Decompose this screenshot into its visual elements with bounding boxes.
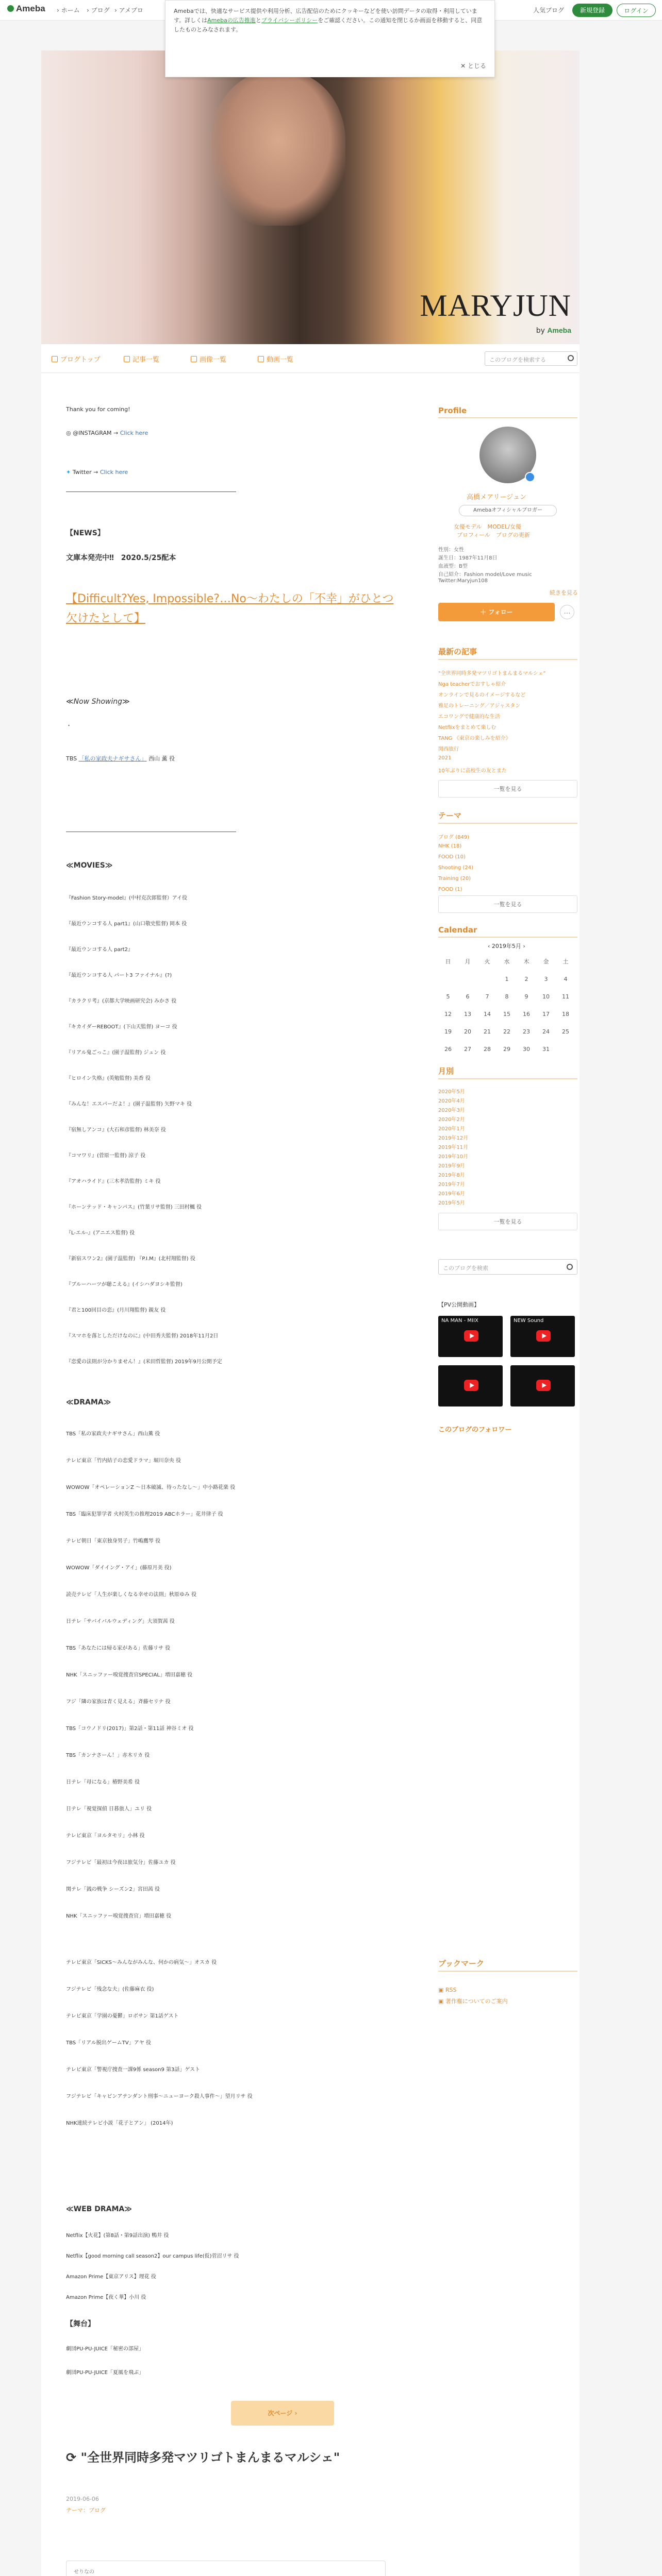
web-drama-heading: ≪WEB DRAMA≫ — [66, 2205, 132, 2213]
profile-info-line: 自己紹介：Fashion model/Love music — [438, 572, 532, 578]
blog-search-input[interactable]: このブログを検索する — [485, 351, 577, 366]
ameba-logo[interactable]: Ameba — [7, 4, 45, 14]
stage-item: 劇団PU-PU-JUICE「秘密の部屋」 — [66, 2346, 144, 2352]
nav-ameblo[interactable]: › アメブロ — [114, 7, 143, 14]
entry-theme[interactable]: テーマ：ブログ — [66, 2507, 106, 2514]
monthly-heading: 月別 — [438, 1065, 577, 1079]
now-showing-marker: ・ — [66, 722, 72, 729]
camera-icon: ◎ — [66, 430, 71, 436]
calendar-date[interactable]: 13 — [464, 1011, 471, 1018]
recent-entry-link[interactable]: 雅足のトレーニング／アジャスタン — [438, 703, 521, 709]
profile-more-link[interactable]: 続きを見る — [550, 589, 578, 596]
drama-heading: ≪DRAMA≫ — [66, 1398, 111, 1406]
image-icon — [191, 356, 197, 362]
monthly-link[interactable]: 2019年9月 — [438, 1163, 465, 1169]
monthly-link[interactable]: 2019年8月 — [438, 1173, 465, 1178]
official-badge: Amebaオフィシャルブロガー — [459, 505, 557, 516]
calendar-date[interactable]: 1 — [505, 976, 509, 982]
video-thumbnail-4[interactable] — [510, 1365, 575, 1406]
calendar-date[interactable]: 25 — [562, 1028, 569, 1035]
movie-item: 『Fashion Story-model』(中村克次郎監督）アイ役 — [66, 895, 187, 901]
movie-item: 『宿無しアンコ』(大石和彦監督) 林美奈 役 — [66, 1127, 166, 1133]
calendar-weekday: 月 — [465, 958, 471, 965]
web-drama-item: Amazon Prime【夜く華】小川 役 — [66, 2295, 146, 2300]
drama-item: フジ「隣の家族は青く見える」斉藤セリナ 役 — [66, 1699, 171, 1705]
calendar-date[interactable]: 16 — [523, 1011, 530, 1018]
calendar-date[interactable]: 31 — [542, 1046, 550, 1053]
calendar-date[interactable]: 18 — [562, 1011, 569, 1018]
video-icon — [258, 356, 264, 362]
movie-item: 『君と100回目の恋』(月川翔監督) 親友 役 — [66, 1308, 166, 1313]
next-icon[interactable]: › — [521, 943, 525, 950]
menu-images[interactable]: 画像一覧 — [191, 354, 226, 364]
movie-item: 『スマホを落としただけなのに』(中田秀夫監督) 2018年11月2日 — [66, 1333, 219, 1339]
blog-by-ameba: by Ameba — [536, 326, 571, 335]
profile-info-line: 血液型：B型 — [438, 564, 468, 569]
monthly-link[interactable]: 2019年11月 — [438, 1145, 469, 1150]
calendar-date[interactable]: 11 — [562, 993, 569, 1000]
monthly-link[interactable]: 2020年1月 — [438, 1126, 465, 1132]
recent-entry-link[interactable]: Netflixをまとめて楽しむ — [438, 725, 496, 731]
monthly-link[interactable]: 2019年10月 — [438, 1154, 469, 1160]
drama-item: TBS「臨床犯罪学者 火村英生の推理2019 ABCホラー」花井律子 役 — [66, 1512, 223, 1517]
movie-item: 『最近ウンコする人 part2』 — [66, 947, 134, 953]
movie-item: 『カラクリ考』(京都大学映画研究会) みかさ 役 — [66, 998, 177, 1004]
calendar-date[interactable]: 6 — [466, 993, 470, 1000]
calendar-weekday: 土 — [562, 958, 569, 965]
drama-item: テレビ東京「竹内結子の恋愛ドラマ」堀川奈央 役 — [66, 1458, 181, 1464]
drama-item: TBS「リアル脱出ゲームTV」アヤ 役 — [66, 2040, 151, 2046]
calendar-month: ‹ 2019年5月 › — [488, 943, 525, 950]
recent-entry-link[interactable]: オンラインで見るのイメージするなど — [438, 692, 526, 698]
stage-heading: 【舞台】 — [66, 2320, 95, 2328]
profile-links: 女優モデル MODEL/女優 — [454, 523, 521, 530]
calendar-date[interactable]: 4 — [564, 976, 568, 982]
movie-item: 『コマワリ』(菅原一監督) 涼子 役 — [66, 1153, 146, 1159]
nav-blog[interactable]: › ブログ — [87, 7, 110, 14]
more-icon[interactable]: … — [560, 605, 574, 619]
profile-info-line: 性別：女性 — [438, 547, 464, 553]
movie-item: 『L-エル-』(アニエス監督) 役 — [66, 1230, 135, 1236]
video-thumbnail-2[interactable]: NEW Sound — [510, 1316, 575, 1357]
monthly-link[interactable]: 2019年6月 — [438, 1191, 465, 1197]
search-icon[interactable] — [567, 1264, 573, 1270]
theme-heading: テーマ — [438, 810, 577, 824]
drama-item: フジテレビ「キャビンアテンダント刑事～ニューヨーク殺人事件～」望月リサ 役 — [66, 2094, 253, 2099]
theme-link[interactable]: ブログ (849) — [438, 835, 470, 840]
privacy-policy-link[interactable]: プライバシーポリシー — [261, 17, 318, 24]
embedded-card[interactable] — [66, 2561, 386, 2576]
verified-icon — [525, 472, 535, 482]
movie-item: 『ヒロイン失格』(英勉監督) 美香 役 — [66, 1076, 151, 1081]
now-showing-item: TBS 「私の家政夫ナギサさん」 西山 薫 役 — [66, 755, 175, 762]
movie-item: 『最近ウンコする人 パート3 ファイナル』(?) — [66, 973, 172, 978]
drama-item: TBS「あなたには帰る家がある」佐藤リサ 役 — [66, 1646, 171, 1651]
play-icon — [464, 1380, 478, 1391]
instagram-line: ◎ @INSTAGRAM → Click here — [66, 430, 148, 436]
drama-item: TBS「コウノドリ(2017)」第2話・第11話 神谷ミオ 役 — [66, 1726, 194, 1732]
recent-heading: 最新の記事 — [438, 646, 577, 660]
embed-user: せりなの — [74, 2569, 94, 2575]
calendar-date[interactable]: 2 — [524, 976, 528, 982]
drama-item: TBS「私の家政夫ナギサさん」西山薫 役 — [66, 1431, 160, 1437]
movie-item: 『最近ウンコする人 part1』(山口敬史監督) 岡本 役 — [66, 921, 187, 927]
calendar-weekday: 木 — [523, 958, 529, 965]
profile-heading: Profile — [438, 406, 577, 418]
follow-button[interactable]: ＋ フォロー — [438, 603, 555, 621]
drama-item: 日テレ「視覚探偵 日暮旅人」ユリ 役 — [66, 1806, 152, 1812]
theme-link[interactable]: FOOD (1) — [438, 887, 462, 892]
refresh-icon: ⟳ — [66, 2450, 81, 2465]
profile-links-2: プロフィール ブログの更新 — [457, 532, 530, 538]
calendar-date[interactable]: 9 — [524, 993, 528, 1000]
calendar-date[interactable]: 10 — [542, 993, 550, 1000]
twitter-link[interactable]: Click here — [100, 469, 128, 476]
drama-item: 日テレ「母になる」椿野美希 役 — [66, 1780, 140, 1785]
profile-name[interactable]: 高橋メアリージュン — [467, 494, 526, 501]
calendar-date[interactable]: 28 — [484, 1046, 491, 1053]
calendar-weekday: 金 — [543, 958, 549, 965]
movie-item: 『アオハライド』(三木孝浩監督) ミキ 役 — [66, 1179, 161, 1184]
calendar-date[interactable]: 22 — [503, 1028, 510, 1035]
menu-entries[interactable]: 記事一覧 — [124, 354, 159, 364]
blog-title[interactable]: MARYJUN — [420, 289, 571, 323]
drama-item: 読売テレビ「人生が楽しくなる幸せの法則」秋原ゆみ 役 — [66, 1592, 196, 1598]
drama-item: テレビ東京「SICKS～みんながみんな、何かの病気～」オスカ 役 — [66, 1960, 217, 1965]
now-showing-heading: ≪Now Showing≫ — [66, 698, 130, 706]
recent-entry-link[interactable]: エコワングで健康的な生活 — [438, 714, 500, 720]
calendar-date[interactable]: 20 — [464, 1028, 471, 1035]
calendar-date[interactable]: 21 — [484, 1028, 491, 1035]
calendar-date[interactable]: 8 — [505, 993, 509, 1000]
profile-info-line: 誕生日：1987年11月8日 — [438, 555, 498, 561]
calendar-date[interactable]: 27 — [464, 1046, 471, 1053]
calendar-weekday: 日 — [445, 958, 451, 965]
profile-info-line: Twitter:Maryjun108 — [438, 578, 488, 584]
calendar-date[interactable]: 5 — [446, 993, 450, 1000]
monthly-link[interactable]: 2019年7月 — [438, 1182, 465, 1188]
play-icon — [536, 1380, 551, 1391]
calendar-date[interactable]: 30 — [523, 1046, 530, 1053]
drama-item: テレビ東京「警視庁捜査一課9係 season9 第3話」ゲスト — [66, 2067, 201, 2073]
movie-item: 『みんな！エスパーだよ！』(園子温監督) 矢野マキ 役 — [66, 1101, 192, 1107]
drama-item: WOWOW「オペレーションZ ～日本破滅、待ったなし～」中小路花楽 役 — [66, 1485, 236, 1490]
movie-item: 『リアル鬼ごっこ』(園子温監督) ジュン 役 — [66, 1050, 166, 1056]
signup-button[interactable]: 新規登録 — [572, 4, 613, 17]
recent-more-button[interactable]: 一覧を見る — [438, 780, 577, 798]
drama-item: NHK「スニッファー嗅覚捜査官SPECIAL」増田嘉穂 役 — [66, 1672, 193, 1678]
drama-item: テレビ東京「ヨルタモリ」小林 役 — [66, 1833, 145, 1839]
drama-item: フジテレビ「最初は今夜は旅気分」佐藤ユカ 役 — [66, 1860, 176, 1866]
monthly-link[interactable]: 2019年5月 — [438, 1200, 465, 1206]
calendar-heading: Calendar — [438, 925, 577, 938]
theme-link[interactable]: Shooting (24) — [438, 865, 474, 871]
video-thumbnail-1[interactable]: NA MAN - MIIX — [438, 1316, 503, 1357]
movie-item: 『ブルーハーツが聴こえる』(イシハダヨシキ監督) — [66, 1282, 183, 1287]
news-heading: 【NEWS】 — [66, 529, 105, 537]
recent-entry-link[interactable]: TANG 《東京の楽しみを紹介》 — [438, 736, 511, 741]
calendar-date[interactable]: 24 — [542, 1028, 550, 1035]
calendar-date[interactable]: 3 — [544, 976, 548, 982]
cookie-close-button[interactable]: ✕ とじる — [460, 62, 486, 70]
video-heading: 【PV公開動画】 — [438, 1301, 480, 1308]
search-icon[interactable] — [568, 355, 574, 361]
blog-header-image — [41, 50, 580, 344]
drama-link[interactable]: 「私の家政夫ナギサさん」 — [78, 755, 147, 762]
theme-link[interactable]: FOOD (10) — [438, 854, 466, 860]
lower-area — [41, 1937, 580, 2576]
recent-entry-link[interactable]: Nga teacherでおすしゃ紹介 — [438, 682, 506, 687]
ad-policy-link[interactable]: Amebaの広告推進 — [207, 17, 256, 24]
calendar-date[interactable]: 12 — [444, 1011, 452, 1018]
book-title-link[interactable]: 【Difficult?Yes, Impossible?…No～わたしの「不幸」がひとつ欠けたとして】 — [66, 592, 394, 625]
rss-link[interactable]: ▣ RSS — [438, 1987, 457, 1993]
movie-item: 『キカイダーREBOOT』(下山天監督) ヨーコ 役 — [66, 1024, 177, 1030]
monthly-link[interactable]: 2019年12月 — [438, 1136, 469, 1141]
recent-entry-link[interactable]: "全世界同時多発マツリゴトまんまるマルシェ" — [438, 671, 546, 676]
movie-item: 『ホーンテッド・キャンパス』(竹葉リサ監督) 三田村楓 役 — [66, 1205, 202, 1210]
book-release: 文庫本発売中‼︎ 2020.5/25配本 — [66, 554, 176, 562]
monthly-link[interactable]: 2020年3月 — [438, 1108, 465, 1113]
prev-icon[interactable]: ‹ — [488, 943, 492, 950]
calendar-date[interactable]: 15 — [503, 1011, 510, 1018]
calendar-date[interactable]: 26 — [444, 1046, 452, 1053]
list-icon — [124, 356, 130, 362]
ameba-logo-icon — [7, 5, 14, 12]
entry-title[interactable]: ⟳ "全世界同時多発マツリゴトまんまるマルシェ" — [66, 2450, 340, 2465]
theme-link[interactable]: Training (20) — [438, 876, 471, 882]
drama-item: NHK連続テレビ小説「花子とアン」 (2014年) — [66, 2121, 173, 2126]
calendar-weekday: 火 — [484, 958, 490, 965]
movie-item: 『恋愛の法則が分かりません！』(米田哲監督) 2019年9月公開予定 — [66, 1359, 222, 1365]
drama-item: TBS「カンナさーん！」赤木リカ 役 — [66, 1753, 150, 1758]
calendar-date[interactable]: 29 — [503, 1046, 510, 1053]
drama-item: テレビ朝日「東京独身男子」竹嶋鷹琴 役 — [66, 1538, 160, 1544]
followers-heading[interactable]: このブログのフォロワー — [438, 1426, 512, 1434]
play-icon — [536, 1330, 551, 1342]
copyright-link[interactable]: ▣ 著作権についてのご案内 — [438, 1998, 508, 2005]
sidebar-search-input[interactable]: このブログを検索 — [438, 1259, 577, 1275]
calendar-date[interactable]: 14 — [484, 1011, 491, 1018]
entry-date: 2019-06-06 — [66, 2496, 99, 2502]
movie-item: 『新宿スワン2』(園子温監督) 『P.I.M』(北村翔監督) 役 — [66, 1256, 195, 1262]
drama-item: 関テレ「銭の戦争 シーズン2」宮田茜 役 — [66, 1887, 160, 1892]
calendar-date[interactable]: 19 — [444, 1028, 452, 1035]
recent-entry-link[interactable]: 関西旅行 — [438, 747, 459, 752]
next-page-button[interactable]: 次ページ › — [231, 2401, 334, 2426]
blog-menu — [41, 344, 580, 373]
drama-item: フジテレビ「残念な夫」(佐藤麻衣 役) — [66, 1987, 154, 1992]
monthly-link[interactable]: 2020年4月 — [438, 1098, 465, 1104]
calendar-date[interactable]: 7 — [485, 993, 489, 1000]
home-icon — [52, 356, 58, 362]
web-drama-item: Amazon Prime【東京アリス】理花 役 — [66, 2274, 156, 2280]
monthly-link[interactable]: 2020年2月 — [438, 1117, 465, 1123]
stage-item: 劇団PU-PU-JUICE「夏風を飛ぶ」 — [66, 2370, 144, 2376]
twitter-icon: ✦ — [66, 469, 71, 476]
header-photo — [211, 71, 345, 226]
recent-entry-link[interactable]: 2021 — [438, 755, 452, 761]
theme-link[interactable]: NHK (18) — [438, 843, 462, 849]
nav-home[interactable]: › ホーム — [57, 7, 80, 14]
calendar-date[interactable]: 17 — [542, 1011, 550, 1018]
calendar-weekday: 水 — [504, 958, 510, 965]
instagram-link[interactable]: Click here — [120, 430, 148, 436]
monthly-more-button[interactable]: 一覧を見る — [438, 1213, 577, 1230]
intro-text: Thank you for coming! — [66, 406, 130, 413]
play-icon — [464, 1330, 478, 1342]
menu-blog-top[interactable]: ブログトップ — [52, 354, 101, 364]
drama-item: WOWOW「ダイイング・アイ」(藤原月美 役) — [66, 1565, 172, 1571]
calendar-date[interactable]: 23 — [523, 1028, 530, 1035]
video-thumbnail-3[interactable] — [438, 1365, 503, 1406]
drama-item: テレビ東京「学園の憂鬱」ロボサン 第1話ゲスト — [66, 2013, 179, 2019]
cookie-notice: Amebaでは、快適なサービス提供や利用分析、広告配信のためにクッキーなどを使い訪問データの取得・利用しています。詳しくはAmebaの広告推進とプライバシーポリシーをご確認ください。この通知を閉じるか画面を移動すると、同意したものとみなされます。 ✕ とじる — [165, 0, 495, 77]
movies-heading: ≪MOVIES≫ — [66, 861, 113, 870]
drama-item: 日テレ「サバイバルウェディング」大須賀茜 役 — [66, 1619, 175, 1624]
login-button[interactable]: ログイン — [617, 4, 656, 17]
drama-item: NHK「スニッファー嗅覚捜査官」増田嘉穂 役 — [66, 1913, 172, 1919]
monthly-link[interactable]: 2020年5月 — [438, 1089, 465, 1095]
popular-blogs-link[interactable]: 人気ブログ — [533, 7, 564, 14]
bookmark-heading: ブックマーク — [438, 1958, 577, 1972]
web-drama-item: Netflix【火花】(第8話・第9話出演) 鴨井 役 — [66, 2233, 169, 2239]
web-drama-item: Netflix【good morning call season2】our campus life(仮)菅沼リサ 役 — [66, 2253, 239, 2259]
menu-videos[interactable]: 動画一覧 — [258, 354, 293, 364]
recent-entry-link[interactable]: 10年ぶりに高校生の友とまた — [438, 768, 507, 774]
theme-more-button[interactable]: 一覧を見る — [438, 895, 577, 913]
twitter-line: ✦ Twitter → Click here — [66, 469, 128, 476]
